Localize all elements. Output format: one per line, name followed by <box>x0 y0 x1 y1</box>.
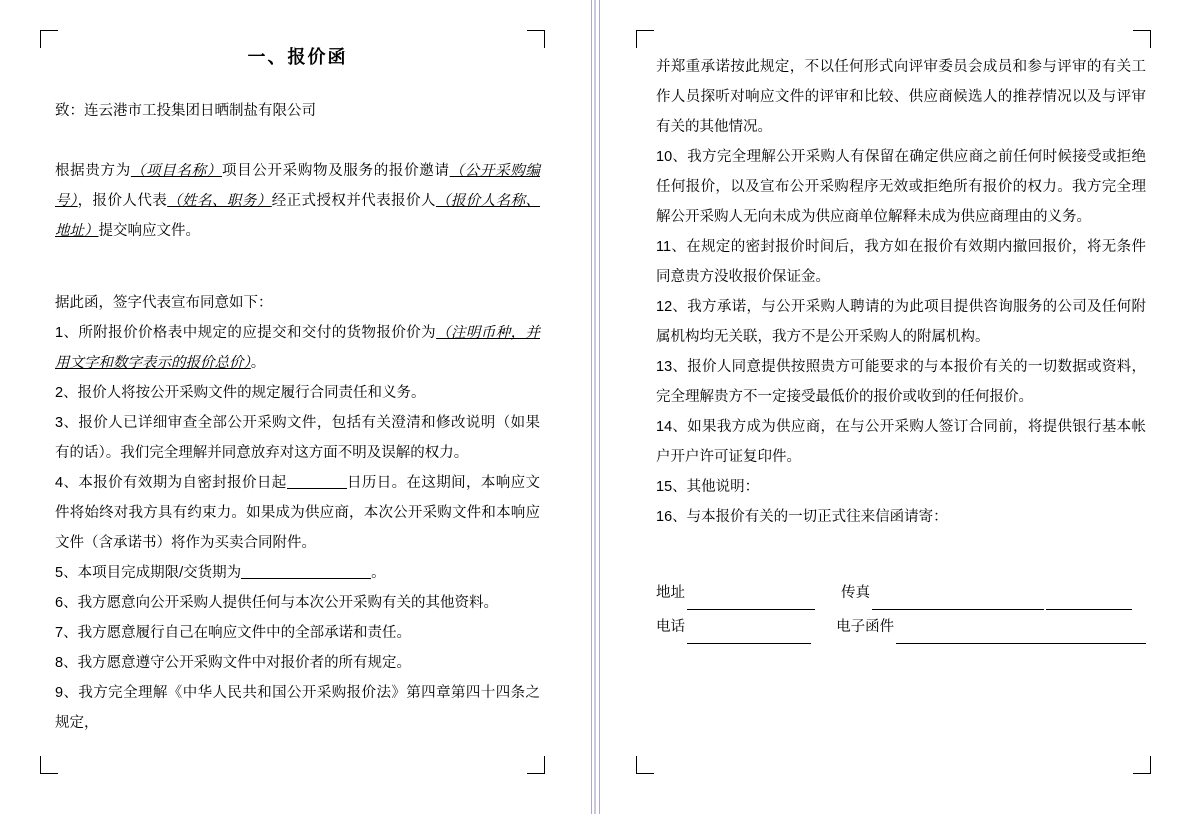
list-item: 8、我方愿意遵守公开采购文件中对报价者的所有规定。 <box>55 655 412 671</box>
intro-part-3: ，报价人代表 <box>77 193 168 209</box>
intro-paragraph <box>55 156 540 246</box>
contact-row-address-fax <box>656 576 1146 610</box>
list-item <box>55 318 540 378</box>
blank-bidder-name-address: （报价人名称、地址） <box>55 193 541 239</box>
email-field[interactable] <box>896 623 1146 644</box>
blank-delivery-date[interactable] <box>241 564 371 580</box>
spacer <box>55 246 540 288</box>
contact-row-phone-email <box>656 610 1146 644</box>
list-item: 2、报价人将按公开采购文件的规定履行合同责任和义务。 <box>55 385 426 401</box>
phone-field[interactable] <box>687 623 811 644</box>
list-item: 9、我方完全理解《中华人民共和国公开采购报价法》第四章第四十四条之规定， <box>55 685 540 731</box>
address-field[interactable] <box>687 589 815 610</box>
crop-mark-bottom-right <box>1133 756 1151 774</box>
item-1-pre: 1、所附报价价格表中规定的应提交和交付的货物报价价为 <box>55 325 437 341</box>
list-item: 11、在规定的密封报价时间后，我方如在报价有效期内撤回报价，将无条件同意贵方没收报价保证金。 <box>656 239 1146 285</box>
page-title: 一、报价函 <box>247 47 348 67</box>
intro-part-1: 根据贵方为 <box>55 163 131 179</box>
list-item: 16、与本报价有关的一切正式往来信函请寄： <box>656 509 948 525</box>
intro-part-2: 项目公开采购物及服务的报价邀请 <box>221 163 450 179</box>
item-5-post: 。 <box>371 565 386 581</box>
crop-mark-bottom-left <box>636 756 654 774</box>
item-4-pre: 4、本报价有效期为自密封报价日起 <box>55 475 287 491</box>
address-label: 地址 <box>656 585 685 601</box>
phone-label: 电话 <box>656 619 685 635</box>
fax-field-extra[interactable] <box>1046 589 1132 610</box>
right-page-content <box>656 52 1146 644</box>
intro-part-5: 提交响应文件。 <box>98 223 200 239</box>
intro-part-4: 经正式授权并代表报价人 <box>271 193 436 209</box>
list-item: 7、我方愿意履行自己在响应文件中的全部承诺和责任。 <box>55 625 412 641</box>
blank-validity-days[interactable] <box>287 474 347 490</box>
spacer <box>55 126 540 156</box>
list-item: 12、我方承诺，与公开采购人聘请的为此项目提供咨询服务的公司及任何附属机构均无关联，我方不是公开采购人的附属机构。 <box>656 299 1146 345</box>
blank-total-price: （注明币种，并用文字和数字表示的报价总价） <box>55 325 541 371</box>
list-item: 10、我方完全理解公开采购人有保留在确定供应商之前任何时候接受或拒绝任何报价，以及宣布公开采购程序无效或拒绝所有报价的权力。我方完全理解公开采购人无向未成为供应商单位解释未成为供应商理由的义务。 <box>656 149 1146 225</box>
page-left <box>0 0 590 814</box>
item-4-post: 日历日。在这期间，本响应文件将始终对我方具有约束力。如果成为供应商，本次公开采购文件和本响应文件（含承诺书）将作为买卖合同附件。 <box>55 475 540 551</box>
blank-procurement-number: （公开采购编号） <box>55 163 541 209</box>
page-right <box>601 0 1191 814</box>
email-label: 电子函件 <box>836 619 895 635</box>
blank-name-title: （姓名、职务） <box>167 193 272 209</box>
page-gutter <box>590 0 601 814</box>
fax-label: 传真 <box>841 585 870 601</box>
addressee-line: 致：连云港市工投集团日晒制盐有限公司 <box>55 103 316 119</box>
list-item <box>55 558 540 588</box>
continuation-paragraph: 并郑重承诺按此规定，不以任何形式向评审委员会成员和参与评审的有关工作人员探听对响应文件的评审和比较、供应商候选人的推荐情况以及与评审有关的其他情况。 <box>656 59 1146 135</box>
list-item: 6、我方愿意向公开采购人提供任何与本次公开采购有关的其他资料。 <box>55 595 499 611</box>
crop-mark-bottom-left <box>40 756 58 774</box>
list-item <box>55 468 540 558</box>
gutter-line-middle <box>594 0 596 814</box>
crop-mark-top-left <box>636 30 654 48</box>
gutter-line-left <box>591 0 592 814</box>
left-page-content <box>55 40 540 738</box>
contact-block <box>656 576 1146 644</box>
item-1-post: 。 <box>250 355 266 371</box>
list-item: 3、报价人已详细审查全部公开采购文件，包括有关澄清和修改说明（如果有的话）。我们完全理解并同意放弃对这方面不明及误解的权力。 <box>55 415 540 461</box>
list-item: 15、其他说明： <box>656 479 760 495</box>
list-item: 13、报价人同意提供按照贵方可能要求的与本报价有关的一切数据或资料，完全理解贵方不一定接受最低价的报价或收到的任何报价。 <box>656 359 1146 405</box>
list-item: 14、如果我方成为供应商，在与公开采购人签订合同前，将提供银行基本帐户开户许可证复印件。 <box>656 419 1146 465</box>
crop-mark-bottom-right <box>527 756 545 774</box>
declaration-lead: 据此函，签字代表宣布同意如下： <box>55 295 273 311</box>
crop-mark-top-right <box>1133 30 1151 48</box>
gutter-line-right <box>599 0 600 814</box>
blank-project-name: （项目名称） <box>130 163 222 179</box>
item-5-pre: 5、本项目完成期限/交货期为 <box>55 565 242 581</box>
fax-field[interactable] <box>872 589 1044 610</box>
